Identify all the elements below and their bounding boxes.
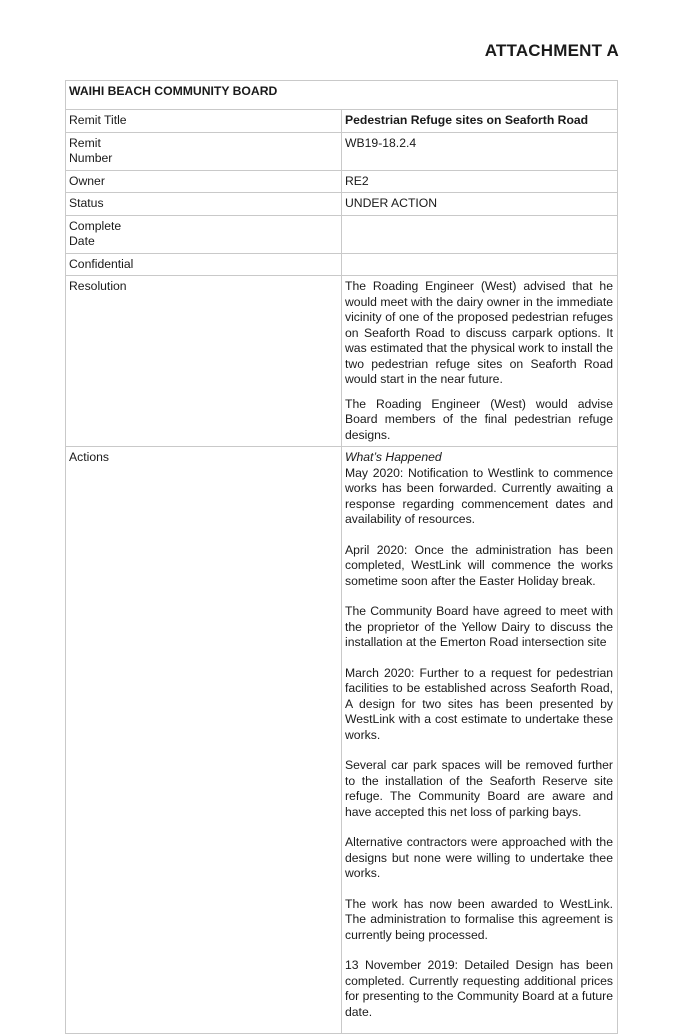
actions-paragraph: 13 November 2019: Detailed Design has been completed. Currently requesting additional prices for presenting to the Community Board at a future date. (345, 958, 613, 1019)
remit-number-value: WB19-18.2.4 (342, 132, 618, 170)
actions-heading: What’s Happened (345, 450, 442, 464)
table-row (66, 447, 618, 1034)
actions-paragraph: Several car park spaces will be removed further to the installation of the Seaforth Reserve site refuge. The Community Board are aware and have accepted this net loss of parking bays. (345, 758, 613, 819)
table-row (66, 170, 618, 193)
owner-label: Owner (66, 170, 342, 193)
status-label: Status (66, 193, 342, 216)
remit-table (65, 80, 618, 1034)
remit-number-label-line2: Number (69, 151, 113, 165)
table-row (66, 276, 618, 447)
table-row (66, 110, 618, 133)
board-header: WAIHI BEACH COMMUNITY BOARD (66, 81, 618, 110)
resolution-paragraph: The Roading Engineer (West) would advise Board members of the final pedestrian refuge designs. (345, 396, 613, 442)
actions-paragraph: May 2020: Notification to Westlink to commence works has been forwarded. Currently awaiting a response regarding commencement dates and availability of resources. (345, 465, 613, 526)
table-row (66, 193, 618, 216)
actions-paragraph: The work has now been awarded to WestLink. The administration to formalise this agreement is currently being processed. (345, 896, 613, 942)
confidential-label: Confidential (66, 253, 342, 276)
status-value: UNDER ACTION (342, 193, 618, 216)
actions-paragraph: The Community Board have agreed to meet with the proprietor of the Yellow Dairy to discuss the installation at the Emerton Road intersection site (345, 604, 613, 649)
table-row (66, 81, 618, 110)
actions-paragraph: April 2020: Once the administration has been completed, WestLink will commence the works sometime soon after the Easter Holiday break. (345, 542, 613, 588)
complete-date-label (66, 215, 342, 253)
table-row (66, 253, 618, 276)
actions-paragraph: Alternative contractors were approached with the designs but none were willing to undertake thee works. (345, 835, 613, 880)
actions-value (342, 447, 618, 1034)
complete-date-value (342, 215, 618, 253)
remit-number-label-line1: Remit (69, 135, 101, 150)
attachment-title: ATTACHMENT A (484, 41, 619, 60)
resolution-value (342, 276, 618, 447)
owner-value: RE2 (342, 170, 618, 193)
actions-paragraph: March 2020: Further to a request for pedestrian facilities to be established across Seaforth Road, A design for two sites has been presented by WestLink with a cost estimate to undertake these works. (345, 665, 613, 742)
table-row (66, 132, 618, 170)
complete-date-label-line1: Complete (69, 218, 122, 233)
remit-number-label (66, 132, 342, 170)
resolution-paragraph: The Roading Engineer (West) advised that he would meet with the dairy owner in the immediate vicinity of one of the proposed pedestrian refuges on Seaforth Road to discuss carpark options. It was estimated that the physical work to install the two pedestrian refuge sites on Seaforth Road would start in the near future. (345, 279, 613, 386)
table-row (66, 215, 618, 253)
complete-date-label-line2: Date (69, 234, 95, 248)
remit-title-label: Remit Title (66, 110, 342, 133)
confidential-value (342, 253, 618, 276)
actions-label: Actions (66, 447, 342, 1034)
remit-title-value: Pedestrian Refuge sites on Seaforth Road (342, 110, 618, 133)
resolution-label: Resolution (66, 276, 342, 447)
